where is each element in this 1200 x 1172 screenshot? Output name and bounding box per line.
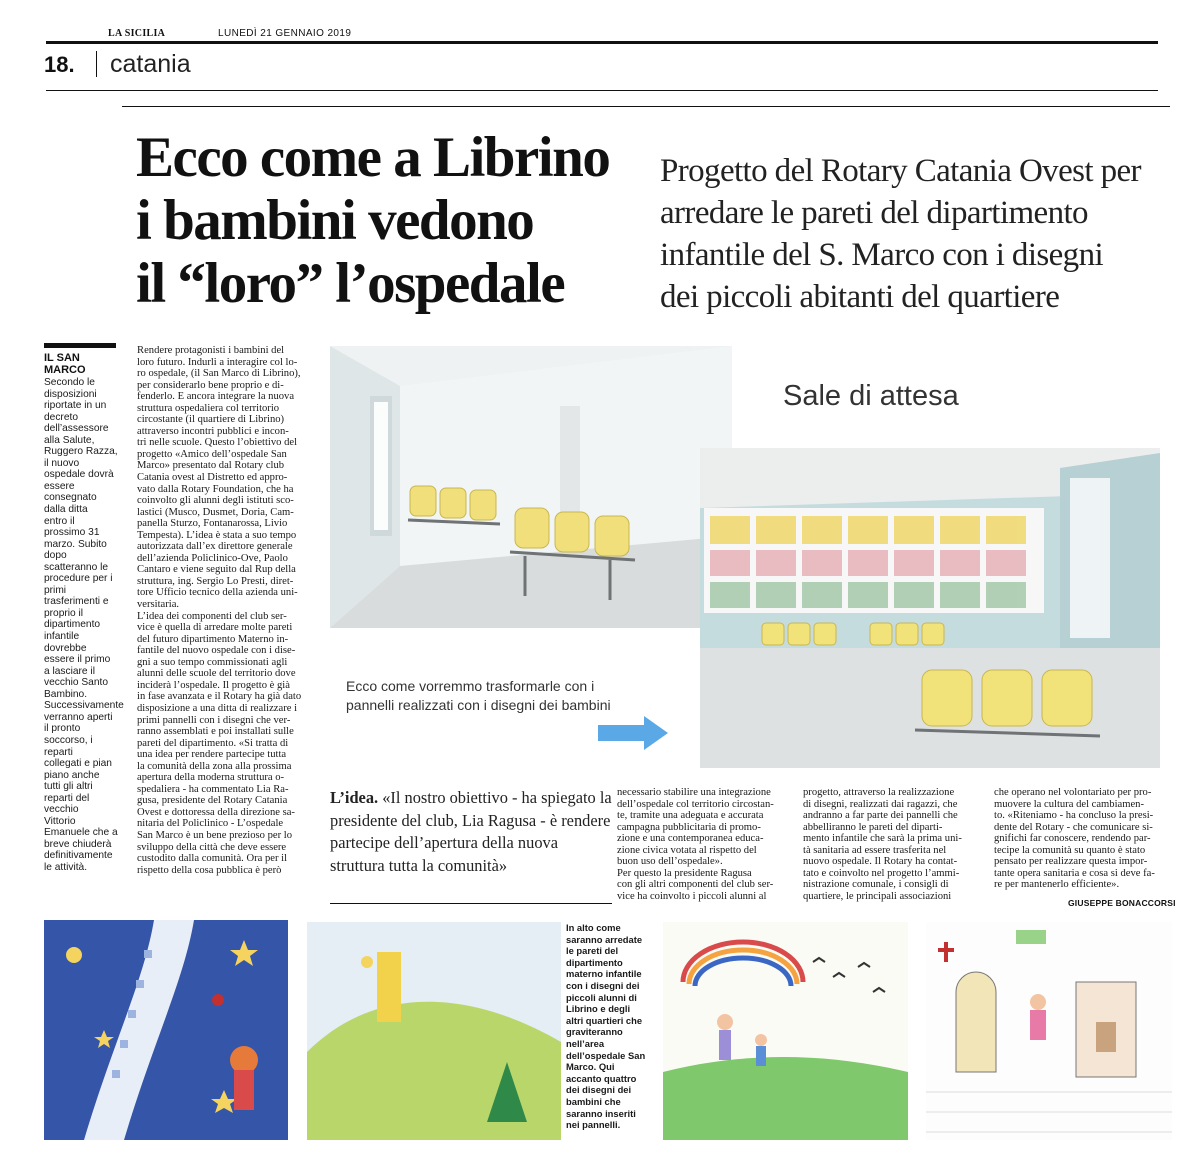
newspaper-name: LA SICILIA: [108, 28, 166, 39]
photo-caption-line-1: Ecco come vorremmo trasformarle con i: [346, 678, 595, 694]
pullquote-text: «Il nostro obiettivo - ha spiegato la presidente del club, Lia Ragusa - è rendere partecipe dell’apertura della nuova struttura tutta la comunità»: [330, 788, 612, 875]
sidebar-title-line-1: IL SAN: [44, 352, 80, 364]
photo-title: Sale di attesa: [783, 380, 959, 412]
night-sky-drawing-illustration: [44, 920, 288, 1140]
sidebar-title: [44, 352, 86, 376]
pullquote-bottom-rule: [330, 903, 612, 904]
drawing-hill: [307, 922, 561, 1140]
headline-line-2: i bambini vedono: [136, 189, 534, 252]
section-divider: [96, 51, 97, 77]
article-top-rule: [122, 106, 1170, 107]
hospital-drawing-illustration: [926, 922, 1172, 1140]
drawing-night-sky: [44, 920, 288, 1140]
section-name: catania: [110, 50, 191, 78]
photo-caption-line-2: pannelli realizzati con i disegni dei bambini: [346, 697, 611, 713]
rainbow-drawing-illustration: [663, 922, 908, 1140]
waiting-room-photo-after: [700, 448, 1160, 768]
article-column-3: necessario stabilire una integrazione dell’ospedale col territorio circostan- te, tramite una adeguata e accurata campagna pubblicitaria di promo- zione e una contemporanea educa- zione civica votata al rispetto del buon uso dell’ospedale». Per questo la presidente Ragusa con gli altri componenti del club ser- vice ha coinvolto i piccoli alunni al: [617, 787, 774, 902]
waiting-room-before-illustration: [330, 346, 732, 628]
page-number: 18.: [44, 52, 75, 77]
headline-line-1: Ecco come a Librino: [136, 126, 610, 189]
subheadline: [660, 150, 1141, 318]
headline: [136, 126, 609, 315]
drawing-hospital: [926, 922, 1172, 1140]
photo-caption-box: [330, 628, 700, 768]
pullquote-label: L’idea.: [330, 788, 379, 807]
article-column-4: progetto, attraverso la realizzazione di disegni, realizzati dai ragazzi, che andranno a far parte dei pannelli che abbelliranno le pareti del diparti- mento infantile che sarà la prima uni- tà sanitaria ad essere trasferita nel nuovo ospedale. Il Rotary ha contat- tato e coinvolto nel progetto l’ammi- nistrazione comunale, i consigli di quartiere, le principali associazioni: [803, 787, 962, 902]
article-column-5: che operano nel volontariato per pro- muovere la cultura del cambiamen- to. «Riteniamo - ha concluso la presi- dente del Rotary - che comunicare si- gnifichi far conoscere, rendendo par- tecipe la comunità su quanto è stato pensato per realizzare questa impor- tante opera sanitaria e cosa si deve fa- re per mantenerlo efficiente».: [994, 787, 1155, 891]
article-column-1: Rendere protagonisti i bambini del loro futuro. Indurli a interagire col lo- ro ospedale, (il San Marco di Librino), per considerarlo bene proprio e di- fenderlo. E ancora integrare la nuova struttura ospedaliera col territorio circostante (il quartiere di Librino) attraverso incontri pubblici e incon- tri nelle scuole. Questo l’obiettivo del progetto «Amico dell’ospedale San Marco» presentato dal Rotary club Catania ovest al Distretto ed appro- vato dalla Rotary Foundation, che ha coinvolto gli alunni degli istituti sco- lastici (Musco, Dusmet, Doria, Cam- panella Sturzo, Fontanarossa, Livio Tempesta). L’idea è stata a suo tempo autorizzata dall’ex direttore generale dell’azienda Policlinico-Ove, Paolo Cantaro e viene seguito dal Rup della struttura, ing. Sergio Lo Presti, diret- tore Ufficio tecnico della azienda uni- versitaria. L’idea dei componenti del club ser- vice è quella di arredare molte pareti del futuro dipartimento Materno in- fantile del nuovo ospedale con i dise- gni a suo tempo commissionati agli alunni delle scuole del territorio dove inciderà l’ospedale. Il progetto è già in fase avanzata e il Rotary ha già dato disposizione a una ditta di realizzare i primi pannelli con i disegni che ver- ranno assemblati e poi installati sulle pareti del dipartimento. «Si tratta di una idea per rendere partecipe tutta la comunità della zona alla prossima apertura della moderna struttura o- spedaliera - ha commentato Lia Ra- gusa, presidente del Rotary Catania Ovest e dottoressa della direzione sa- nitaria del Policlinico - L’ospedale San Marco è un bene prezioso per lo sviluppo della città che deve essere custodito dalla comunità. Ora per il rispetto della cosa pubblica è però: [137, 345, 302, 876]
subheadline-line-3: infantile del S. Marco con i disegni: [660, 237, 1104, 273]
masthead-bottom-rule: [46, 90, 1158, 91]
hill-drawing-illustration: [307, 922, 561, 1140]
sidebar-title-line-2: MARCO: [44, 364, 86, 376]
headline-line-3: il “loro” l’ospedale: [136, 252, 565, 315]
issue-date: LUNEDÌ 21 GENNAIO 2019: [218, 28, 352, 39]
subheadline-line-4: dei piccoli abitanti del quartiere: [660, 279, 1060, 315]
drawings-caption: In alto come saranno arredate le pareti del dipartimento materno infantile con i disegni dei piccoli alunni di Librino e degli altri quartieri che graviteranno nell’area dell’ospedale San Marco. Qui accanto quattro dei disegni dei bambini che saranno inseriti nei pannelli.: [566, 922, 646, 1131]
sidebar-text: Secondo le disposizioni riportate in un decreto dell’assessore alla Salute, Ruggero Razza, il nuovo ospedale dovrà essere consegnato dalla ditta entro il prossimo 31 marzo. Subito dopo scatteranno le procedure per i primi trasferimenti e proprio il dipartimento infantile dovrebbe essere il primo a lasciare il vecchio Santo Bambino. Successivamente verranno aperti il pronto soccorso, i reparti collegati e pian piano anche tutti gli altri reparti del vecchio Vittorio Emanuele che a breve chiuderà definitivamente le attività.: [44, 377, 124, 873]
pullquote: [330, 787, 612, 877]
waiting-room-photo-before: [330, 346, 732, 628]
right-arrow-icon: [598, 716, 668, 755]
masthead-top-rule: [46, 41, 1158, 44]
byline: GIUSEPPE BONACCORSI: [1068, 898, 1176, 908]
drawing-rainbow: [663, 922, 908, 1140]
waiting-room-after-illustration: [700, 448, 1160, 768]
subheadline-line-2: arredare le pareti del dipartimento: [660, 195, 1088, 231]
sidebar-top-bar: [44, 343, 116, 348]
subheadline-line-1: Progetto del Rotary Catania Ovest per: [660, 153, 1141, 189]
